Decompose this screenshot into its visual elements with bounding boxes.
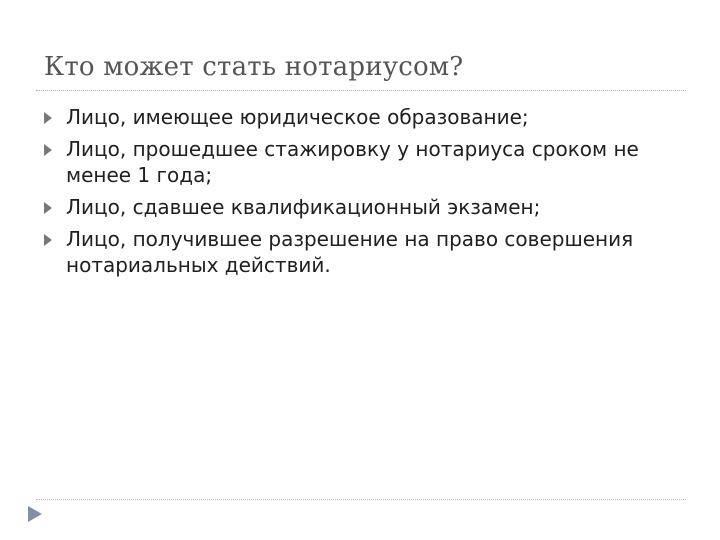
triangle-right-icon — [44, 104, 66, 130]
triangle-right-icon — [44, 136, 66, 162]
list-item — [44, 226, 674, 278]
next-slide-arrow-icon[interactable] — [28, 506, 42, 522]
triangle-right-icon — [44, 226, 66, 252]
triangle-right-icon — [44, 194, 66, 220]
slide-title: Кто может стать нотариусом? — [44, 52, 464, 82]
bullet-text: Лицо, имеющее юридическое образование; — [66, 105, 529, 129]
list-item — [44, 136, 674, 188]
bullet-list — [44, 104, 674, 284]
list-item — [44, 104, 674, 130]
bullet-text: Лицо, прошедшее стажировку у нотариуса сроком не менее 1 года; — [66, 137, 639, 187]
footer-divider — [36, 499, 686, 500]
list-item — [44, 194, 674, 220]
title-divider — [36, 90, 686, 91]
bullet-text: Лицо, получившее разрешение на право совершения нотариальных действий. — [66, 227, 634, 277]
bullet-text: Лицо, сдавшее квалификационный экзамен; — [66, 195, 541, 219]
